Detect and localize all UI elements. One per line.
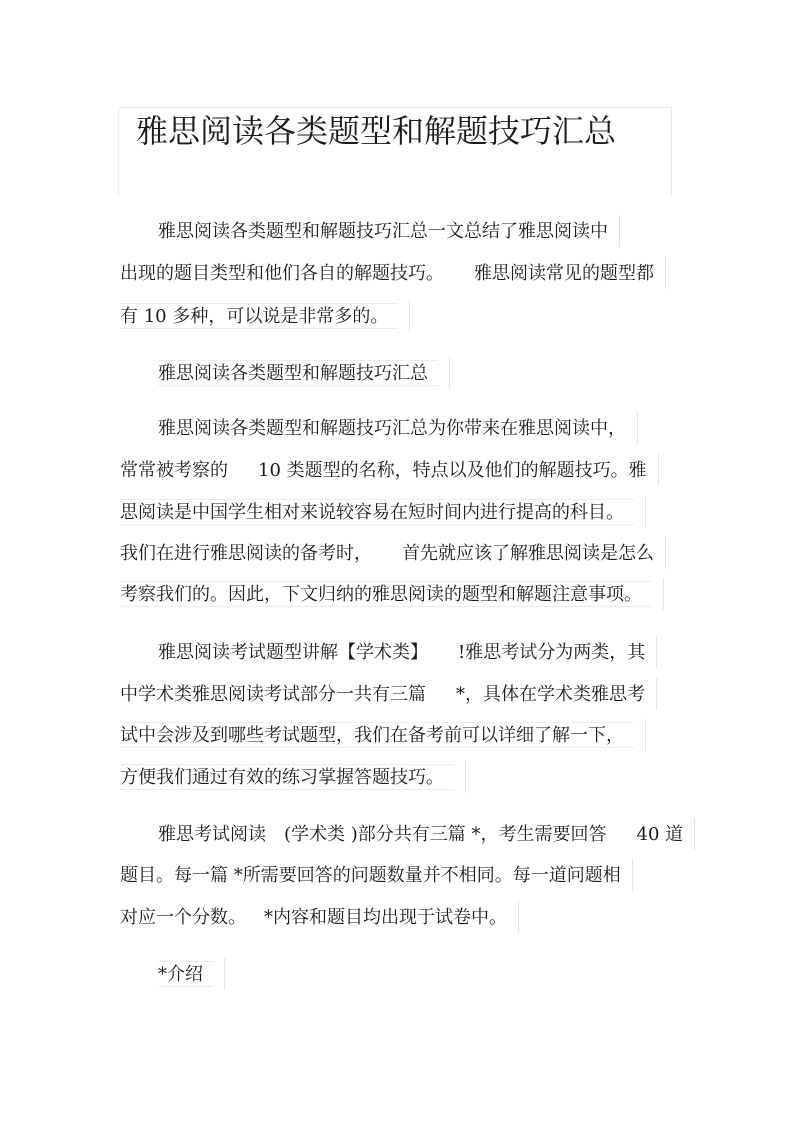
- subheading: 雅思阅读各类题型和解题技巧汇总: [158, 360, 438, 386]
- para2-line2-part-a: 常常被考察的: [120, 460, 228, 481]
- para1-line2: [120, 261, 654, 287]
- para1-line2-part-b: 雅思阅读常见的题型都: [474, 263, 654, 284]
- para4-line3-part-b: *内容和题目均出现于试卷中。: [264, 907, 507, 928]
- para3-line2-part-a: 中学术类雅思阅读考试部分一共有三篇: [120, 684, 426, 705]
- para2-line4: [120, 541, 654, 567]
- para2-line1: 雅思阅读各类题型和解题技巧汇总为你带来在雅思阅读中，: [158, 416, 626, 442]
- para3-line1-part-a: 雅思阅读考试题型讲解【学术类】: [158, 642, 428, 663]
- para1-line3: 有 10 多种，可以说是非常多的。: [120, 303, 398, 329]
- para2-line4-part-a: 我们在进行雅思阅读的备考时，: [120, 543, 372, 564]
- para2-line4-part-b: 首先就应该了解雅思阅读是怎么: [402, 543, 654, 564]
- para2-line3: 思阅读是中国学生相对来说较容易在短时间内进行提高的科目。: [120, 499, 634, 525]
- para3-line1-part-b: !雅思考试分为两类，其: [458, 642, 646, 663]
- para3-line2: [120, 682, 645, 708]
- para3-line2-part-b: *，具体在学术类雅思考: [456, 684, 645, 705]
- para2-line5: 考察我们的。因此，下文归纳的雅思阅读的题型和解题注意事项。: [120, 581, 652, 607]
- para4-line1-part-b: (学术类 )部分共有三篇 *，考生需要回答: [284, 824, 607, 845]
- para4-line3: [120, 905, 507, 931]
- para4-line1: [158, 822, 683, 848]
- para3-line1: [158, 640, 645, 666]
- para3-line3: 试中会涉及到哪些考试题型，我们在备考前可以详细了解一下，: [120, 722, 634, 748]
- para2-line2: [120, 458, 647, 484]
- para4-line2: 题目。每一篇 *所需要回答的问题数量并不相同。每一道问题相: [120, 863, 621, 889]
- para4-line1-part-a: 雅思考试阅读: [158, 824, 266, 845]
- para1-line2-part-a: 出现的题目类型和他们各自的解题技巧。: [120, 263, 444, 284]
- para3-line4: 方便我们通过有效的练习掌握答题技巧。: [120, 764, 454, 790]
- para4-line1-part-c: 40 道: [636, 824, 684, 845]
- document-title: 雅思阅读各类题型和解题技巧汇总: [136, 112, 617, 150]
- para2-line2-part-b: 10 类题型的名称，特点以及他们的解题技巧。雅: [258, 460, 647, 481]
- section-label: *介绍: [158, 961, 213, 987]
- para1-line1: 雅思阅读各类题型和解题技巧汇总一文总结了雅思阅读中: [158, 219, 608, 245]
- para4-line3-part-a: 对应一个分数。: [120, 907, 246, 928]
